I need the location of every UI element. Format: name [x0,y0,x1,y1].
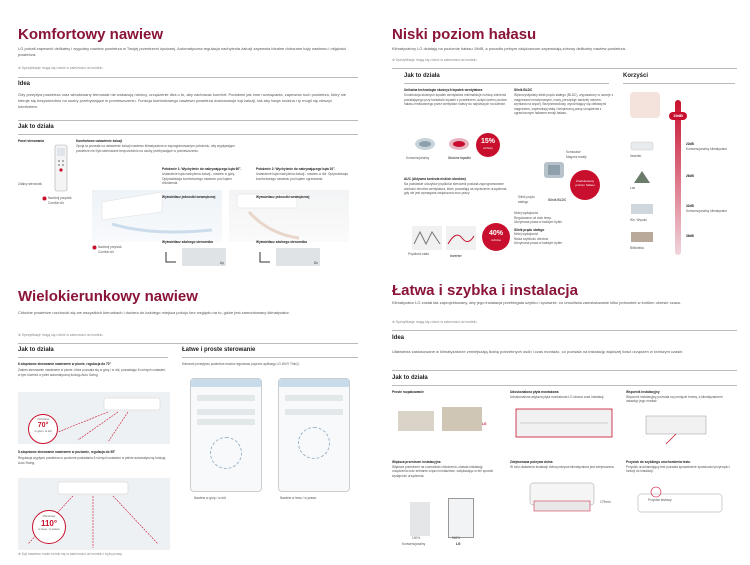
fixed-label: Prędkość stała [408,252,429,256]
benefits-heading: Korzyści [623,73,649,79]
control-text: Kierunek przepływu powietrza można regulować poprzez aplikację LG Wi-Fi ThinQ. [182,362,300,366]
inverter-graph-icon [446,226,476,250]
how-heading: Jak to działa [404,73,440,79]
horizontal-text: Regulacja wypływu powietrza w poziomie posiadania 5 różnych ustawień w pełnie automatyczną funkcją Auto Swing. [18,456,166,465]
control-panel-label: Panel sterowania [18,139,45,143]
bldc-motor-label: Silnik BLDC [548,198,567,202]
footnote: ※ Kąt nawiewu może różnić się w zależności od modelu i trybu pracy. [18,552,123,556]
benefits-list: Mniej wydajności Regulowane od dołu temp. Utrzymana praca w każdym trybie Silnik prądu stałego Mniej wydajności Niska szybkość obrotów Utrzymana praca w każdym trybie [514,211,563,245]
auc-text: Na podstawie odczytów prędkości sterownik posiada zaprogramowane wartości obrotów wentylatora, które pozwalają na wyciszenie urządzenia, gdy nie jest wymagana zwiększona moc pracy. [404,182,508,195]
idea-text: Gdy przepływ powietrza oraz wbudowany termostat nie wskazują różnicy, urządzenie dba o to, aby zachować komfort. Podobnie jak inne rozwiązania, zapewnia ruch powietrza, który nie kieruje się bezpośrednio na osoby przebywające w pomieszczeniu. Funkcja komfortowego nawiewu powietrza dostosowuje kąt żaluzji, tak aby twoja rodzina i ty mogli się cieszyć komfortem. [18,92,347,109]
how-heading: Jak to działa [392,375,428,381]
how-heading: Jak to działa [18,347,54,353]
phone2-caption: Nawiew w lewo / w prawo [280,496,317,500]
inverter-label: Inverter [450,254,462,258]
section-comfort-air [14,0,366,282]
test-button-label: Przycisk testowy [648,498,672,502]
motor-icon [542,160,566,180]
magnetic-label: Magnes trwały [566,155,587,159]
intro-note: ※ Specyfikacje mogą się różnić w zależności od modelu. [392,320,478,324]
install-item-1: Udoskonalona płyta montażowa Udoskonalona większa płyta montażowa LG skraca czas instalacji. [510,390,622,445]
badge-15: 15% cichszy [476,133,500,157]
idea-heading: Idea [392,335,405,341]
dc-motor-label: Silnik prądu stałego [518,195,535,204]
phone-mockup-1 [190,378,262,492]
fan-skewed-icon [448,136,470,152]
remote-control-icon [54,144,68,192]
lg-logo: LG [482,422,487,426]
pos1-title: Położenie 1: Wychylenie do nakrywającego kąta 60°. [162,167,242,171]
intro-text: Klimatyzator LG został tak zaprojektowany, aby jego instalacja przebiegała szybko i sprawnie, co umożliwia zainstalowanie kilku jednostek w krótkim okresie czasu. [392,300,682,305]
fan-heading: Unikalna technologia skośnych łopatek wentylatora [404,88,483,92]
pos2-text: Ustawienie kąta nachylenia żaluzji - nawiew w dół. Optymalizacja komfortowego nawiewu pod kątem ogrzewania. [256,172,348,181]
red-dot-icon [42,196,47,201]
vertical-text: Zakres sterowanie nawiewem w pionie, które pozwala się w górę i w dół, pozwalając 6 różnych ustawień, w tym również w pełni automatyczną funkcję Auto Swing. [18,368,166,377]
fan-conventional-icon [414,136,436,152]
install-item-5: Przycisk do szybkiego uruchomienia testu Przycisk uruchamiający test pozwala sprawdzenie sprawności przyrządu i funkcji do instalacji. Przycisk testowy [626,460,738,520]
intro-text: Klimatyzatory LG działają na poziomie hałasu 19dB, a ponadto pełnym dziękowcom zapewniają zdrowy delikatny nawiew powietrza. [392,46,626,51]
louver-icon-1 [164,250,178,264]
idea-heading: Idea [18,81,31,87]
intro-text: Chłodne powietrze rozchodzi się we wszystkich kierunkach i dociera do każdego miejsca pokoju bez względu na to, gdzie jest zamontowany klimatyzator. [18,310,290,315]
badge-reduced: Zredukowany poziom hałasu [570,170,600,200]
remote-label: Zdalny sterownik [18,182,42,186]
vertical-heading: 6-stopniowe sterowanie nawiewem w pionie, regulacja do 70° [18,362,111,366]
section-title: Wielokierunkowy nawiew [18,288,198,305]
press-button-1: Naciśnij przycisk Comfort Air [42,196,78,205]
how-heading: Jak to działa [18,124,54,130]
commutator-label: Komutator [566,150,581,154]
section-title: Komfortowy nawiew [18,26,164,43]
section-low-noise: Niski poziom hałasu Klimatyzatory LG działają na poziomie hałasu 19dB, a ponadto pełnym dziękowcom zapewniają zdrowy delikatny nawiew powietrza. ※ Specyfikacje mogą się różnić w zależności od modelu. Jak to działa Korzyści Unikalna technologia skośnych łopatek wentylatora Konstrukcja skośnych łopatek wentylatora minimalizuje różnicę ciśnienia powstającego przy kontakcie łopatek z powietrzem, dzięki czemu poziom hałasu emitowanego przez wentylator należy do najniższych na świecie. Konwencjonalny Ukośne łopatki 15% cichszy Silnik BLDC Wykorzystywany silnik prądu stałego (BLDC), wyposażony w uzwoje z magnesami neodymowymi, nowy, pieczętuje bardziej rotorem, wymiana na więcej. Bezprzewodowy, wyróżniający się ciekawymi magnesem, zapewniają stałą i bezpieczną pracę urządzenia z ograniczonym hałasem emisji hałasu. Komutator Magnes trwały Zredukowany poziom hałasu Silnik prądu stałego Silnik BLDC AUC (Aktywna kontrola niskich obrotów) Na podstawie odczytów prędkości sterownik posiada zaprogramowane wartości obrotów wentylatora, które pozwalają na wyciszenie urządzenia, gdy nie jest wymagana zwiększona moc pracy. 40% różnica Prędkość stała Inverter Mniej wydajności Regulowane od dołu temp. Utrzymana praca w każdym trybie Silnik prądu stałego Mniej wydajności Niska szybkość obrotów Utrzymana praca w każdym trybie 19dB Inwerter 22dB Konwencjonalny klimatyzator Las 26dB Wn. Wysoki 32dB Konwencjonalny klimatyzator Biblioteka 36dB [390,0,742,282]
press-button-2: Naciśnij przycisk Comfort Air [92,245,128,254]
install-item-2: Wspornik instalacyjny Wspornik instalacyjny pozwala na pomięcie bramy, a klimatyzatorem ustawiąc jego montaż. [626,390,738,446]
comfort-heading: Komfortowe ustawienie żaluzji [76,139,123,143]
phone1-caption: Nawiew w górę / w dół [194,496,226,500]
intro-note: ※ Specyfikacje mogą się różnić w zależności od modelu. [18,66,104,70]
red-dot-icon [92,245,97,250]
forest-icon [630,170,654,184]
baby-image [630,92,660,118]
remote-screen-2: Dn [276,248,320,266]
fixed-speed-graph-icon [412,226,442,250]
idea-text: Ułatwienia zastosowane w klimatyzatorze zmniejszają liczbę potrzebnych osób i czas montażu, co pozwala na instalację większej ilości urządzeń w krótszym czasie. [392,349,684,354]
library-icon [630,230,654,244]
scale-top-badge: 19dB [669,112,687,120]
horizontal-heading: 5-stopniowe sterowanie nawiewem w poziomie, regulacja do 55° [18,450,116,454]
comfort-text: Opcja ta pozwala na ustawienie żaluzji nawiewu klimatyzatora w zaprogramowanym położeniu, aby wypływające powietrze nie było skierowane bezpośrednio na osoby przebywające w pomieszczeniu. [76,144,235,153]
angle-badge-2: Obrotowy 110° w lewo / w prawo [32,510,66,544]
control-heading: Łatwe i proste sterowanie [182,347,256,353]
section-title: Łatwa i szybka i instalacja [392,282,578,299]
phone-mockup-2 [278,378,350,492]
auc-heading: AUC (Aktywna kontrola niskich obrotów) [404,177,466,181]
skewed-label: Ukośne łopatki [448,156,471,160]
intro-note: ※ Specyfikacje mogą się różnić w zależności od modelu. [392,58,478,62]
section-installation [390,282,742,565]
bldc-text: Wykorzystywany silnik prądu stałego (BLDC), wyposażony w uzwoje z magnesami neodymowymi, nowy, pieczętuje bardziej rotorem, wymiana na więcej. Bezprzewodowy, wyróżniający się ciekawymi magnesem, zapewniają stałą i bezpieczną pracę urządzenia z ograniczonym hałasem emisji hałasu. [514,93,614,115]
section-title: Niski poziom hałasu [392,26,537,43]
pos2-title: Położenie 2: Wychylenie do nakrywającego kąta 10°. [256,167,336,171]
install-item-4: Zdejmowana pokrywa dolna W celu ułatwienia instalacji dolna pokrywa klimatyzatora jest zdejmowana. 179mm [510,460,622,519]
remote-display-1: Wyświetlacz zdalnego sterownika [162,240,213,244]
section-multi-direction [14,282,366,565]
intro-text: LG potrafi zapewnić delikatny i wygodny nawiew powietrza w Twojej przestrzeni życiowej. Automatyczna regulacja nachylenia żaluzji zapewnia idealne doborane kąty nawiewu i objętości powietrza. [18,46,347,57]
pos1-display: Wyświetlacz jednostki wewnętrznej [162,195,216,199]
remote-display-2: Wyświetlacz zdalnego sterownika [256,240,307,244]
bedroom-icon [630,202,654,216]
conventional-label: Konwencjonalny [406,156,430,160]
conventional-block [410,502,430,536]
badge-40: 40% różnica [482,223,510,251]
noise-scale-bar [675,100,681,255]
pos2-display: Wyświetlacz jednostki wewnętrznej [256,195,310,199]
remote-screen-1: Up [182,248,226,266]
install-item-0: Proste rozpakowanie LG [392,390,504,439]
inverter-unit-icon [630,140,654,152]
lg-block [448,498,474,538]
angle-badge-1: Ochrona 70° w górę i w dół [28,414,58,444]
install-item-3: Większa przestrzeń instalacyjna Większa przestrzeń na rozmaitość chłodzenia, ułatwia instalację urządzenia oraz zebranie części montażowe, zwiększając w ten sposób wydajność urządzenia. 100% 546% Konwencjonalny LG [392,460,494,546]
louver-icon-2 [258,250,272,264]
fan-text: Konstrukcja skośnych łopatek wentylatora minimalizuje różnicę ciśnienia powstającego przy kontakcie łopatek z powietrzem, dzięki czemu poziom hałasu emitowanego przez wentylator należy do najniższych na świecie. [404,93,507,106]
bldc-heading: Silnik BLDC [514,88,533,92]
intro-note: ※ Specyfikacje mogą się różnić w zależności od modelu. [18,333,104,337]
pos1-text: Ustawienie kąta nachylenia żaluzji - nawiew w górę. Optymalizacja komfortowego nawiewu pod kątem chłodzenia. [162,172,236,185]
